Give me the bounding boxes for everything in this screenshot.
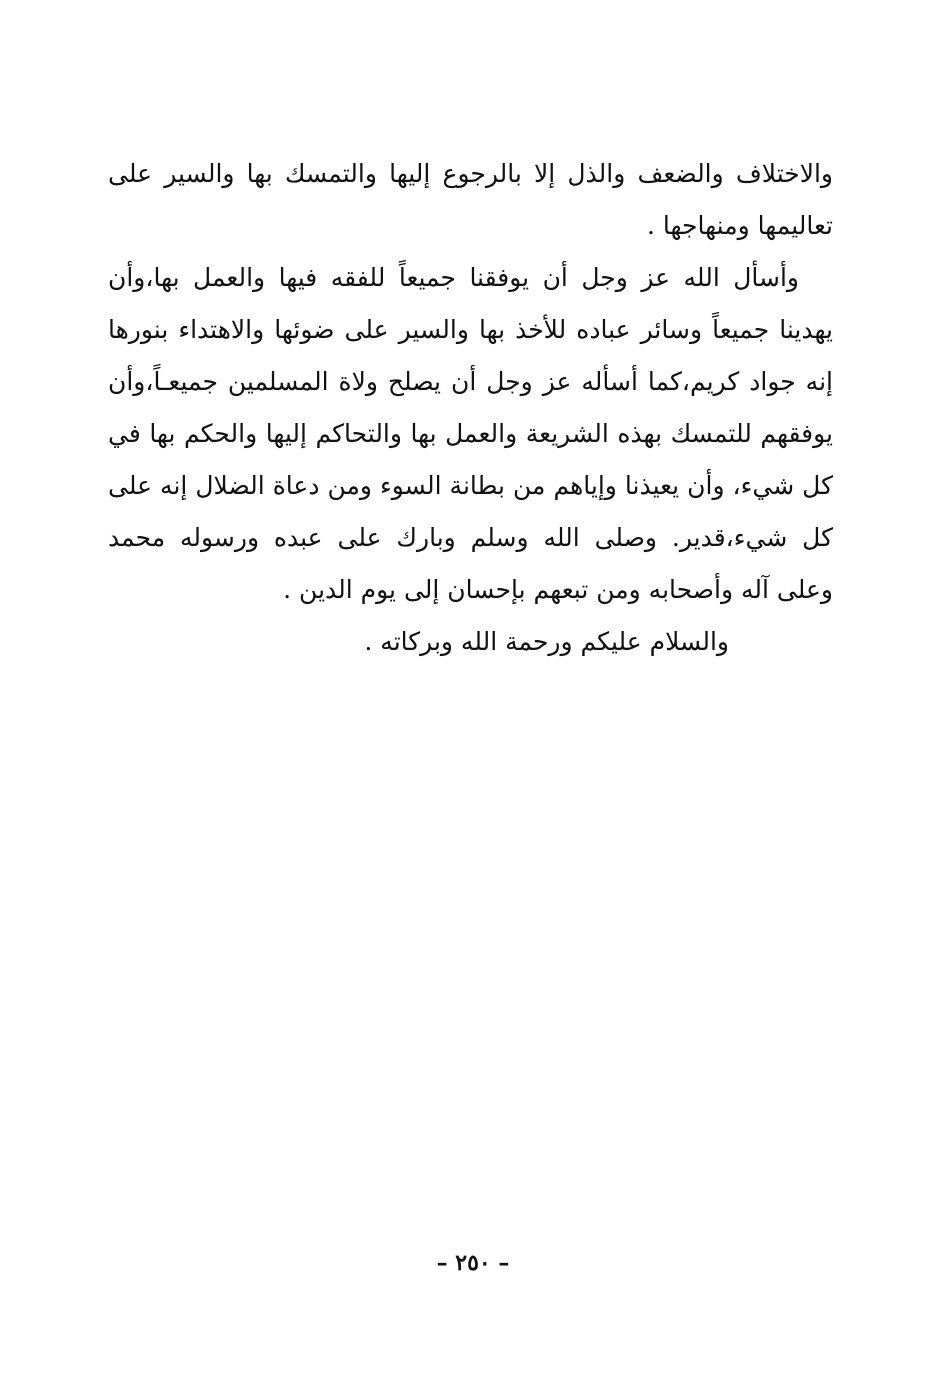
paragraph-supplication: وأسأل الله عز وجل أن يوفقنا جميعاً للفقه فيها والعمل بها،وأن يهدينا جميعاً وسائر عباده للأخذ بها والسير على ضوئها والاهتداء بنورها إنه جواد كريم،كما أسأله عز وجل أن يصلح ولاة المسلمين جميعـاً،وأن يوفقهم للتمسك بهذه الشريعة والعمل بها والتحاكم إليها والحكم بها في كل شيء، وأن يعيذنا وإياهم من بطانة السوء ومن دعاة الضلال إنه على كل شيء،قدير. وصلى الله وسلم وبارك على عبده ورسوله محمد وعلى آله وأصحابه ومن تبعهم بإحسان إلى يوم الدين . [108, 263, 834, 604]
page-number: – ٢٥٠ – [436, 1250, 510, 1276]
paragraph-continuation: والاختلاف والضعف والذل إلا بالرجوع إليها والتمسك بها والسير على تعاليمها ومنهاجها . [108, 159, 833, 240]
body-text [108, 148, 833, 668]
closing-greeting: والسلام عليكم ورحمة الله وبركاته . [364, 627, 729, 656]
